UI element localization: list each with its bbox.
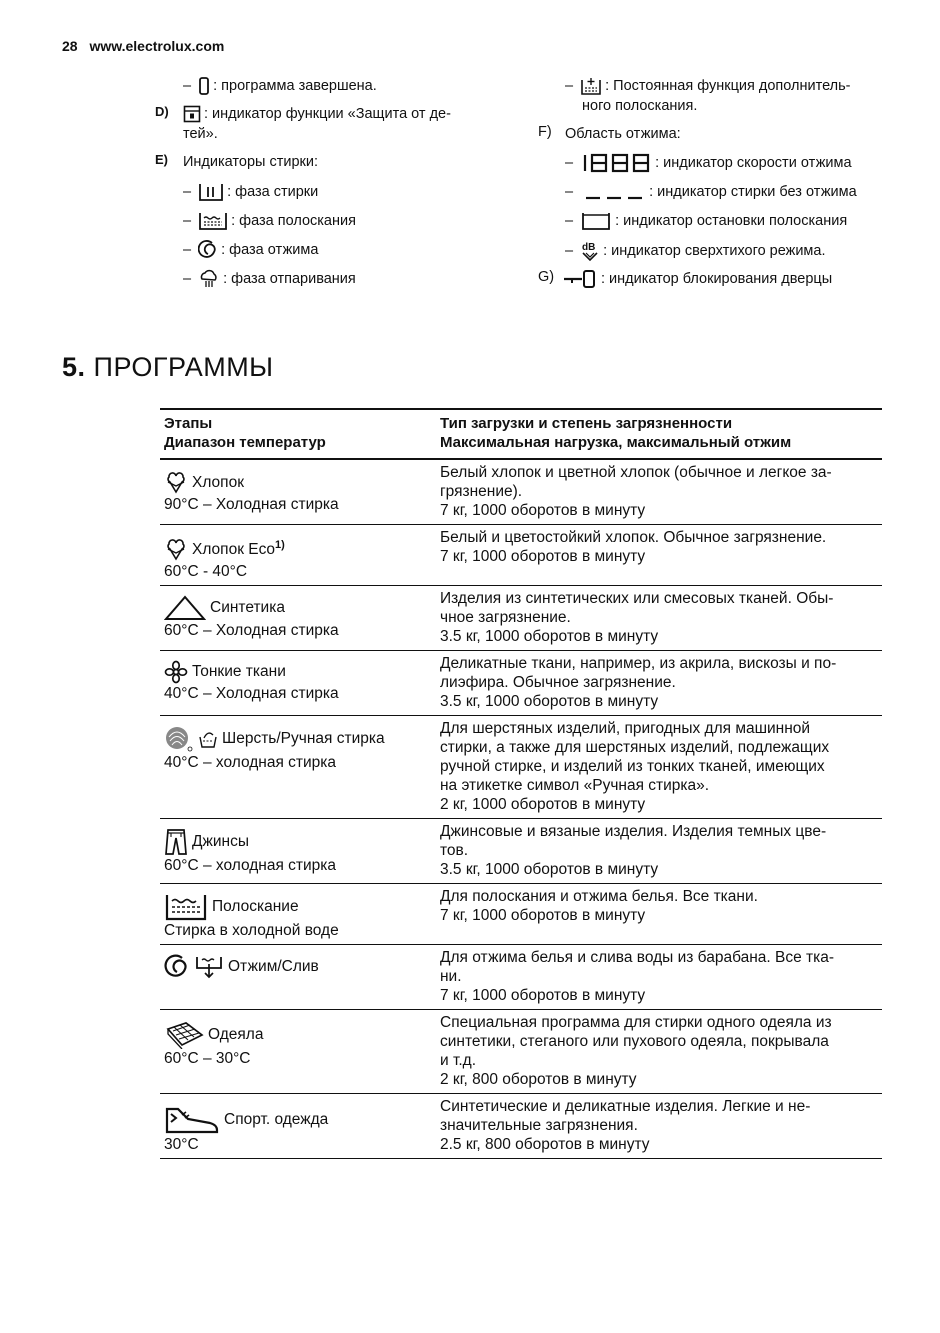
program-temp: 60°C – Холодная стирка: [164, 622, 339, 640]
wash-phase-row: – : фаза стирки: [183, 182, 318, 202]
wool-icon: [164, 725, 194, 753]
rinse-icon: [164, 893, 208, 921]
program-name: Отжим/Слив: [228, 958, 319, 976]
program-temp: 40°C – Холодная стирка: [164, 685, 339, 703]
program-cell: [160, 586, 436, 651]
no-spin-row: – : индикатор стирки без отжима: [565, 182, 857, 202]
wash-phase-icon: [198, 182, 224, 202]
header-stages: Этапы Диапазон температур: [160, 409, 436, 459]
letter-e: E): [155, 152, 168, 167]
page-header: [62, 38, 224, 54]
rinse-hold-row: – : индикатор остановки полоскания: [565, 211, 847, 231]
cotton-eco-icon: [164, 538, 188, 562]
program-temp: 60°C – 30°C: [164, 1050, 251, 1068]
letter-g: G): [538, 269, 555, 285]
drain-icon: [194, 954, 224, 980]
program-description: Изделия из синтетических или смесовых тканей. Обы- чное загрязнение. 3.5 кг, 1000 оборотов в минуту: [436, 586, 882, 651]
delicates-icon: [164, 660, 188, 684]
table-row: [160, 651, 882, 716]
letter-d: D): [155, 104, 169, 119]
letter-f: F): [538, 124, 552, 140]
child-lock-row-cont: тей».: [183, 126, 218, 142]
table-row: [160, 884, 882, 945]
cotton-icon: [164, 471, 188, 495]
extra-rinse-row-cont: ного полоскания.: [582, 98, 698, 114]
program-description: Для полоскания и отжима белья. Все ткани. 7 кг, 1000 оборотов в минуту: [436, 884, 882, 945]
table-row: [160, 819, 882, 884]
spin-icon: [164, 954, 190, 980]
program-cell: [160, 884, 436, 945]
program-description: Для шерстяных изделий, пригодных для машинной стирки, а также для шерстяных изделий, подлежащих ручной стирке, и изделий из тонких тканей, имеющих на этикетке символ «Ручная стирка». 2 кг, 1000 оборотов в минуту: [436, 716, 882, 819]
synthetics-icon: [164, 595, 206, 621]
table-row: [160, 586, 882, 651]
section-number: 5.: [62, 352, 86, 382]
extra-rinse-row: – : Постоянная функция дополнитель-: [565, 76, 851, 96]
program-description: Джинсовые и вязаные изделия. Изделия темных цве- тов. 3.5 кг, 1000 оборотов в минуту: [436, 819, 882, 884]
program-name: Хлопок Eco: [192, 541, 275, 559]
table-row: [160, 945, 882, 1010]
spin-phase-row: – : фаза отжима: [183, 240, 318, 260]
steam-phase-row: – : фаза отпаривания: [183, 268, 356, 290]
hand-wash-icon: [198, 729, 218, 749]
program-temp: 60°C - 40°C: [164, 563, 248, 581]
program-name: Хлопок: [192, 474, 244, 492]
header-load: Тип загрузки и степень загрязненности Максимальная нагрузка, максимальный отжим: [436, 409, 882, 459]
program-name: Джинсы: [192, 833, 249, 851]
program-done-icon: [198, 77, 210, 95]
table-row: [160, 459, 882, 525]
no-spin-icon: [580, 182, 646, 202]
duvet-icon: [164, 1021, 204, 1049]
program-description: Белый и цветостойкий хлопок. Обычное загрязнение. 7 кг, 1000 оборотов в минуту: [436, 525, 882, 586]
child-lock-icon: [183, 105, 201, 123]
child-lock-row: : индикатор функции «Защита от де-: [183, 104, 451, 124]
extra-rinse-icon: [580, 76, 602, 96]
table-row: [160, 525, 882, 586]
section-heading: [62, 352, 274, 383]
rinse-phase-icon: [198, 211, 228, 231]
program-temp: 90°C – Холодная стирка: [164, 496, 339, 513]
spin-area-title: Область отжима:: [565, 126, 681, 142]
program-cell: [160, 1094, 436, 1159]
program-cell: [160, 459, 436, 525]
program-name: Полоскание: [212, 898, 299, 916]
program-name: Спорт. одежда: [224, 1111, 329, 1129]
program-description: Белый хлопок и цветной хлопок (обычное и легкое за- грязнение). 7 кг, 1000 оборотов в минуту: [436, 459, 882, 525]
program-temp: 40°C – холодная стирка: [164, 754, 337, 772]
door-lock-row: : индикатор блокирования дверцы: [562, 269, 832, 289]
spin-phase-icon: [198, 240, 218, 260]
wash-indicators-title: Индикаторы стирки:: [183, 154, 318, 170]
jeans-icon: [164, 828, 188, 856]
program-name: Синтетика: [210, 599, 285, 617]
program-temp: Стирка в холодной воде: [164, 922, 339, 940]
quiet-mode-row: – dB : индикатор сверхтихого режима.: [565, 240, 826, 262]
table-row: [160, 1094, 882, 1159]
footnote-mark: 1): [275, 539, 285, 551]
program-cell: [160, 1010, 436, 1094]
program-name: Одеяла: [208, 1026, 264, 1044]
section-title: ПРОГРАММЫ: [93, 352, 274, 382]
table-row: [160, 1010, 882, 1094]
sport-shoe-icon: [164, 1105, 220, 1135]
rinse-phase-row: – : фаза полоскания: [183, 211, 356, 231]
site-url: www.electrolux.com: [89, 38, 225, 54]
svg-text:dB: dB: [582, 242, 596, 253]
program-temp: 60°C – холодная стирка: [164, 857, 337, 875]
program-description: Для отжима белья и слива воды из барабана. Все тка- ни. 7 кг, 1000 оборотов в минуту: [436, 945, 882, 1010]
quiet-mode-icon: [580, 240, 600, 262]
door-lock-icon: [562, 269, 598, 289]
program-name: Тонкие ткани: [192, 663, 286, 681]
table-row: [160, 716, 882, 819]
program-cell: [160, 525, 436, 586]
programs-table: [160, 408, 882, 1159]
program-cell: [160, 716, 436, 819]
program-cell: [160, 819, 436, 884]
spin-speed-row: – : индикатор скорости отжима: [565, 153, 852, 173]
program-temp: 30°C: [164, 1136, 199, 1154]
program-description: Деликатные ткани, например, из акрила, вискозы и по- лиэфира. Обычное загрязнение. 3.5 кг, 1000 оборотов в минуту: [436, 651, 882, 716]
program-cell: [160, 651, 436, 716]
table-header-row: [160, 409, 882, 459]
program-name: Шерсть/Ручная стирка: [222, 730, 385, 748]
program-description: Специальная программа для стирки одного одеяла из синтетики, стеганого или пухового одеяла, покрывала и т.д. 2 кг, 800 оборотов в минуту: [436, 1010, 882, 1094]
spin-speed-display-icon: [580, 153, 652, 173]
program-description: Синтетические и деликатные изделия. Легкие и не- значительные загрязнения. 2.5 кг, 800 оборотов в минуту: [436, 1094, 882, 1159]
done-indicator-row: – : программа завершена.: [183, 78, 377, 94]
steam-phase-icon: [198, 268, 220, 290]
program-cell: [160, 945, 436, 1010]
rinse-hold-icon: [580, 211, 612, 231]
page-number: 28: [62, 38, 78, 54]
